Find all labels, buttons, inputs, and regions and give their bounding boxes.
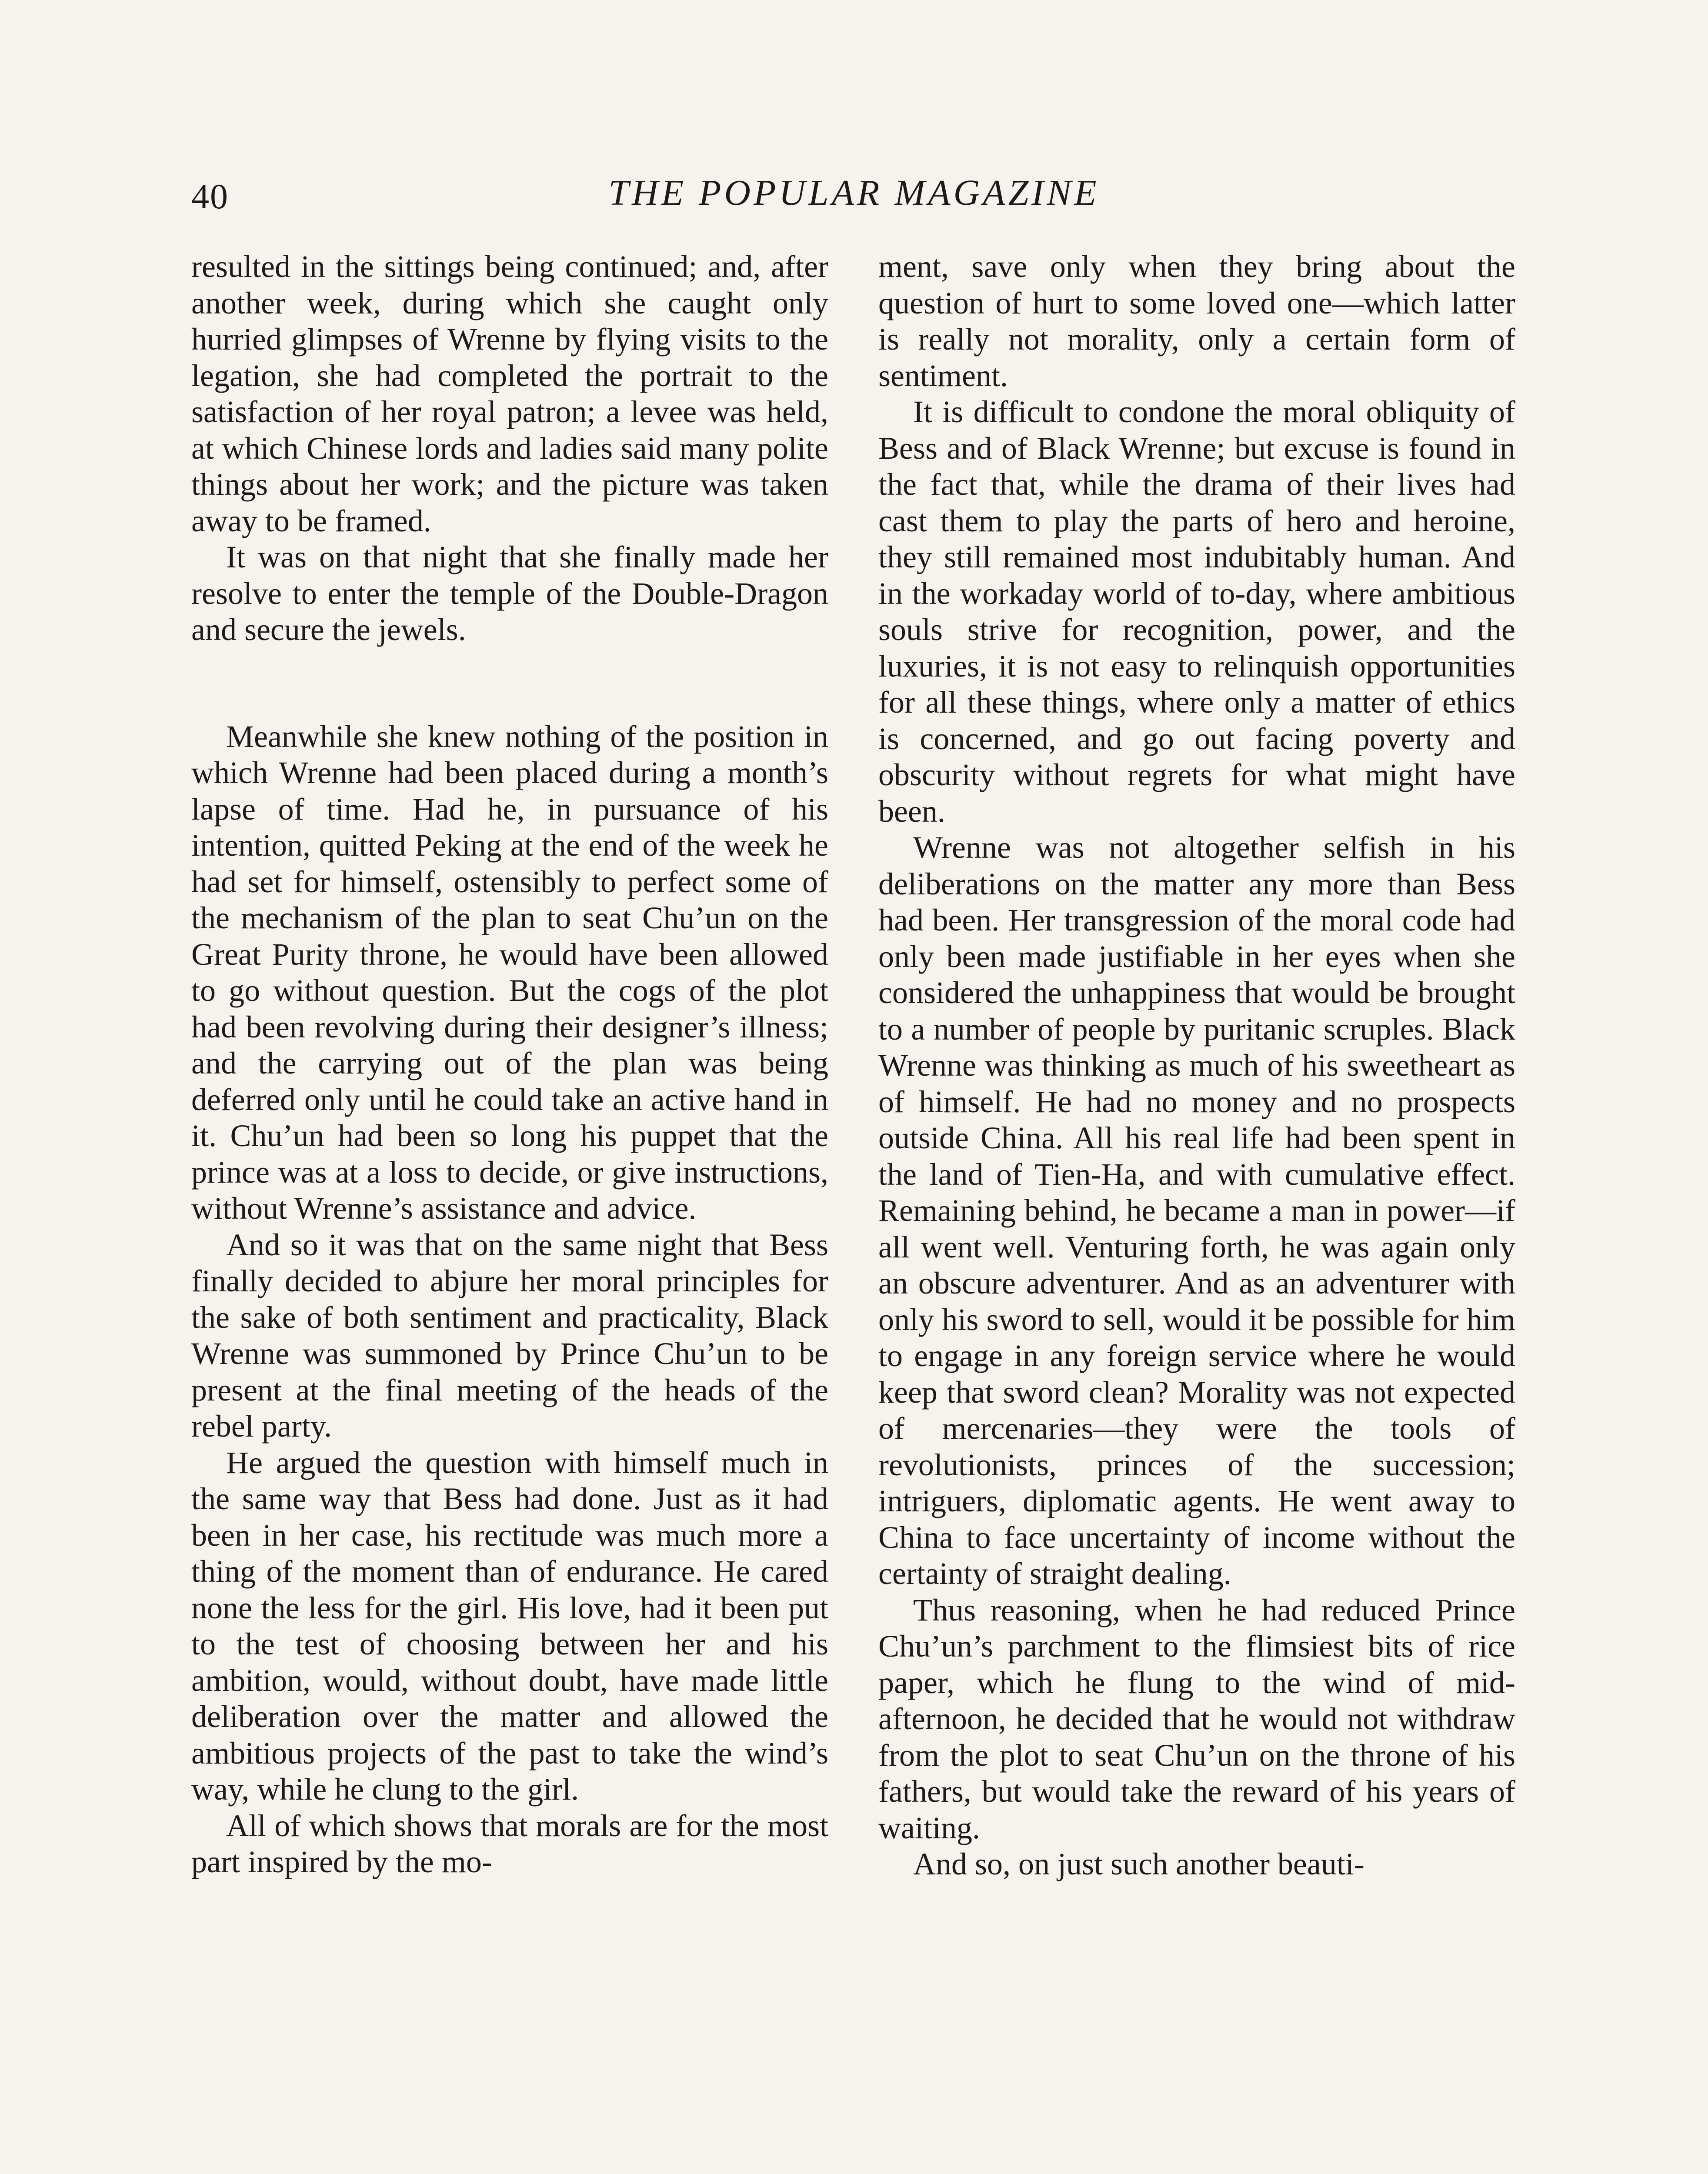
paragraph: It is difficult to condone the moral obliquity of Bess and of Black Wrenne; but excuse is found in the fact that, while the drama of their lives had cast them to play the parts of hero and heroine, they still remained most indubitably human. And in the workaday world of to-day, where ambitious souls strive for recognition, power, and the luxuries, it is not easy to relinquish opportunities for all these things, where only a matter of ethics is concerned, and go out facing poverty and obscurity without regrets for what might have been. [878,394,1515,829]
paragraph: Wrenne was not altogether selfish in his deliberations on the matter any more than Bess had been. Her transgression of the moral code had only been made justifiable in her eyes when she considered the unhappiness that would be brought to a number of people by puritanic scruples. Black Wrenne was thinking as much of his sweetheart as of himself. He had no money and no prospects outside China. All his real life had been spent in the land of Tien-Ha, and with cumulative effect. Remaining behind, he became a man in power—if all went well. Venturing forth, he was again only an obscure adventurer. And as an adventurer with only his sword to sell, would it be possible for him to engage in any foreign service where he would keep that sword clean? Morality was not expected of mercenaries—they were the tools of revolutionists, princes of the succession; intriguers, diplomatic agents. He went away to China to face uncertainty of income without the certainty of straight dealing. [878,830,1515,1591]
paragraph: Meanwhile she knew nothing of the position in which Wrenne had been placed during a month’s lapse of time. Had he, in pursuance of his intention, quitted Peking at the end of the week he had set for himself, ostensibly to perfect some of the mechanism of the plan to seat Chu’un on the Great Purity throne, he would have been allowed to go without question. But the cogs of the plot had been revolving during their designer’s illness; and the carrying out of the plan was being deferred only until he could take an active hand in it. Chu’un had been so long his puppet that the prince was at a loss to decide, or give instructions, without Wrenne’s assistance and advice. [191,719,828,1226]
paragraph: Thus reasoning, when he had reduced Prince Chu’un’s parchment to the flimsiest bits of rice paper, which he flung to the wind of mid-afternoon, he decided that he would not withdraw from the plot to seat Chu’un on the throne of his fathers, but would take the reward of his years of waiting. [878,1592,1515,1845]
paragraph: It was on that night that she finally made her resolve to enter the temple of the Double-Dragon and secure the jewels. [191,540,828,647]
paragraph: He argued the question with himself much in the same way that Bess had done. Just as it had been in her case, his rectitude was much more a thing of the moment than of endurance. He cared none the less for the girl. His love, had it been put to the test of choosing between her and his ambition, would, without doubt, have made little deliberation over the matter and allowed the ambitious projects of the past to take the wind’s way, while he clung to the girl. [191,1445,828,1807]
article-body [191,249,1515,2174]
paragraph: All of which shows that morals are for the most part inspired by the mo- [191,1808,828,1879]
paragraph: ment, save only when they bring about the question of hurt to some loved one—which latter is really not morality, only a certain form of sentiment. [878,249,1515,393]
right-column [878,249,1515,2174]
left-column [191,249,828,2174]
running-title: THE POPULAR MAGAZINE [608,173,1100,213]
paragraph: And so it was that on the same night that Bess finally decided to abjure her moral principles for the sake of both sentiment and practicality, Black Wrenne was summoned by Prince Chu’un to be present at the final meeting of the heads of the rebel party. [191,1227,828,1444]
page-number: 40 [191,177,229,216]
paragraph: And so, on just such another beauti- [913,1847,1364,1881]
paragraph: resulted in the sittings being continued; and, after another week, during which she caught only hurried glimpses of Wrenne by flying visits to the legation, she had completed the portrait to the satisfaction of her royal patron; a levee was held, at which Chinese lords and ladies said many polite things about her work; and the picture was taken away to be framed. [191,249,828,538]
